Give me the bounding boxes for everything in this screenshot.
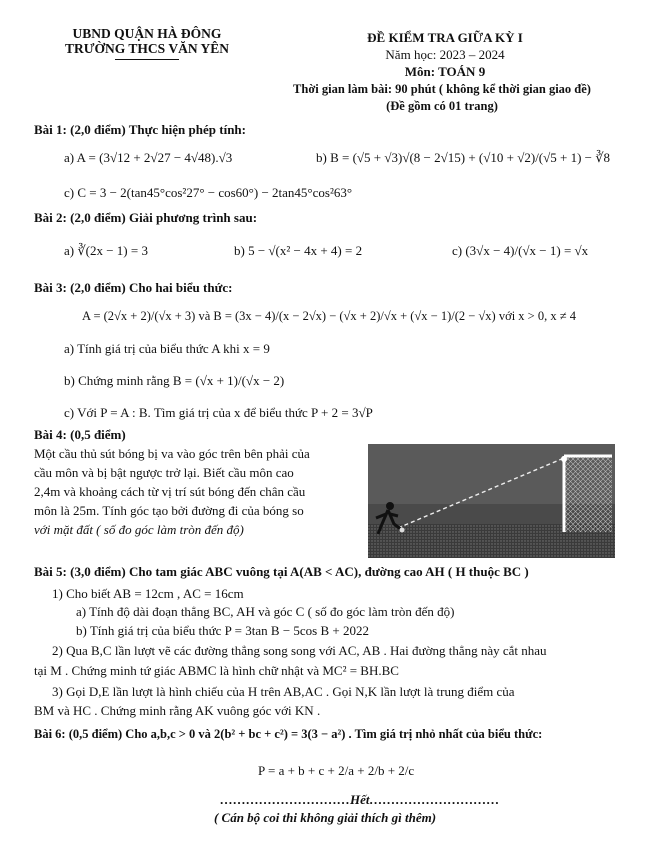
header-underline bbox=[115, 59, 179, 60]
bai1-b: b) B = (√5 + √3)√(8 − 2√15) + (√10 + √2)/(√5 + 1) − ∛8 bbox=[316, 150, 611, 165]
bai4-line: với mặt đất ( số đo góc làm tròn đến độ) bbox=[34, 522, 244, 537]
bai1-a: a) A = (3√12 + 2√27 − 4√48).√3 bbox=[64, 150, 233, 165]
bai3-a: a) Tính giá trị của biểu thức A khi x = 9 bbox=[64, 341, 270, 356]
bai5-part3-line2: BM và HC . Chứng minh rằng AK vuông góc với KN . bbox=[34, 703, 321, 718]
bai1-c: c) C = 3 − 2(tan45°cos²27° − cos60°) − 2tan45°cos²63° bbox=[64, 185, 353, 200]
bai4-line: Một cầu thủ sút bóng bị va vào góc trên bên phải của bbox=[34, 446, 310, 461]
proctor-note: ( Cán bộ coi thi không giải thích gì thêm) bbox=[213, 810, 437, 825]
football-scene-graphic bbox=[368, 444, 615, 558]
bai4-title: Bài 4: (0,5 điểm) bbox=[34, 427, 126, 442]
football-goal-illustration bbox=[368, 444, 615, 558]
bai5-part1a: a) Tính độ dài đoạn thẳng BC, AH và góc C ( số đo góc làm tròn đến độ) bbox=[76, 604, 455, 619]
bai4-line: cầu môn và bị bật ngược trở lại. Biết cầu môn cao bbox=[34, 465, 294, 480]
bai3-title: Bài 3: (2,0 điểm) Cho hai biểu thức: bbox=[34, 280, 233, 295]
subject: Môn: TOÁN 9 bbox=[404, 64, 486, 79]
bai3-expressions: A = (2√x + 2)/(√x + 3) và B = (3x − 4)/(x − 2√x) − (√x + 2)/√x + (√x − 1)/(2 − √x) với x > 0, x ≠ 4 bbox=[82, 309, 576, 323]
bai2-c: c) (3√x − 4)/(√x − 1) = √x bbox=[452, 243, 589, 258]
bai5-part1b: b) Tính giá trị của biểu thức P = 3tan B − 5cos B + 2022 bbox=[76, 623, 369, 638]
bai3-b: b) Chứng minh rằng B = (√x + 1)/(√x − 2) bbox=[64, 373, 285, 388]
bai1-title: Bài 1: (2,0 điểm) Thực hiện phép tính: bbox=[34, 122, 246, 137]
page-count: (Đề gồm có 01 trang) bbox=[386, 99, 498, 113]
bai5-title: Bài 5: (3,0 điểm) Cho tam giác ABC vuông tại A(AB < AC), đường cao AH ( H thuộc BC ) bbox=[34, 564, 529, 579]
school-name: TRƯỜNG THCS VĂN YÊN bbox=[65, 41, 229, 56]
bai6-title: Bài 6: (0,5 điểm) Cho a,b,c > 0 và 2(b² + bc + c²) = 3(3 − a²) . Tìm giá trị nhỏ nhất của biểu thức: bbox=[34, 727, 543, 741]
bai2-a: a) ∛(2x − 1) = 3 bbox=[64, 243, 148, 258]
bai2-title: Bài 2: (2,0 điểm) Giải phương trình sau: bbox=[34, 210, 258, 225]
exam-duration: Thời gian làm bài: 90 phút ( không kể thời gian giao đề) bbox=[293, 82, 591, 96]
bai5-part2-line2: tại M . Chứng minh tứ giác ABMC là hình chữ nhật và MC² = BH.BC bbox=[34, 663, 399, 678]
bai4-line: 2,4m và khoảng cách từ vị trí sút bóng đến chân cầu bbox=[34, 484, 306, 499]
bai5-part1: 1) Cho biết AB = 12cm , AC = 16cm bbox=[52, 586, 244, 601]
bai2-b: b) 5 − √(x² − 4x + 4) = 2 bbox=[234, 243, 363, 258]
exam-title: ĐỀ KIỂM TRA GIỮA KỲ I bbox=[367, 30, 523, 45]
bai5-part2-line1: 2) Qua B,C lần lượt vẽ các đường thẳng song song với AC, AB . Hai đường thẳng này cắt nhau bbox=[52, 643, 547, 658]
bai3-c: c) Với P = A : B. Tìm giá trị của x để biểu thức P + 2 = 3√P bbox=[64, 405, 373, 420]
end-marker: …………………………Hết………………………… bbox=[220, 792, 500, 807]
bai5-part3-line1: 3) Gọi D,E lần lượt là hình chiếu của H trên AB,AC . Gọi N,K lần lượt là trung điểm của bbox=[52, 684, 515, 699]
school-year: Năm học: 2023 – 2024 bbox=[385, 47, 505, 62]
district-name: UBND QUẬN HÀ ĐÔNG bbox=[72, 26, 222, 41]
bai6-expression: P = a + b + c + 2/a + 2/b + 2/c bbox=[258, 763, 415, 778]
bai4-line: môn là 25m. Tính góc tạo bởi đường đi của bóng so bbox=[34, 503, 304, 518]
